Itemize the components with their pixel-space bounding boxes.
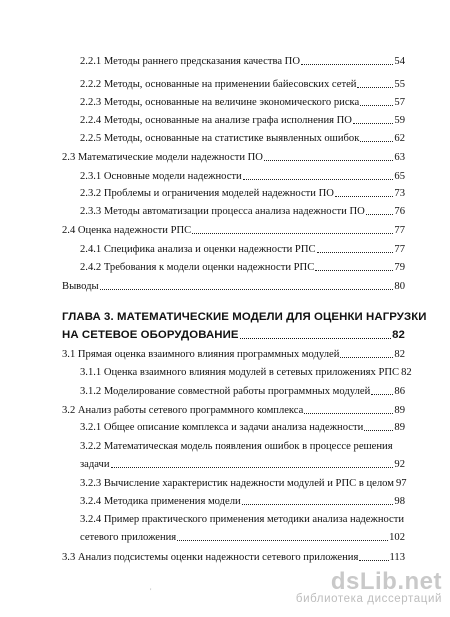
toc-page-number: 57 (394, 97, 405, 108)
toc-entry-3-2-3: 3.2.3 Вычисление характеристик надежности модулей и РПС в целом 97 (80, 478, 407, 489)
chapter-3-title-line1: ГЛАВА 3. МАТЕМАТИЧЕСКИЕ МОДЕЛИ ДЛЯ ОЦЕНКИ НАГРУЗКИ (62, 311, 427, 323)
toc-entry-2-2-3: 2.2.3 Методы, основанные на величине экономического риска 57 (80, 97, 405, 108)
toc-page-number: 89 (394, 405, 405, 416)
toc-page-number: 97 (395, 478, 407, 489)
toc-page-number: 62 (394, 133, 405, 144)
toc-entry-3-1: 3.1 Прямая оценка взаимного влияния программных модулей 82 (62, 349, 405, 360)
toc-page-number: 54 (394, 56, 405, 67)
toc-entry-3-2: 3.2 Анализ работы сетевого программного комплекса 89 (62, 405, 405, 416)
toc-page-number: 59 (394, 115, 405, 126)
toc-page-number: 79 (394, 262, 405, 273)
toc-entry-2-2-1: 2.2.1 Методы раннего предсказания качества ПО 54 (80, 56, 405, 67)
toc-entry-2-2-4: 2.2.4 Методы, основанные на анализе графа исполнения ПО 59 (80, 115, 405, 126)
toc-page-number: 89 (394, 422, 405, 433)
toc-page-number: 82 (401, 367, 412, 378)
toc-entry-conclusions: Выводы 80 (62, 281, 405, 292)
scan-mark: , (150, 585, 152, 591)
toc-entry-3-2-4: 3.2.4 Методика применения модели 98 (80, 496, 405, 507)
toc-entry-2-3-2: 2.3.2 Проблемы и ограничения моделей надежности ПО 73 (80, 188, 405, 199)
toc-entry-2-3: 2.3 Математические модели надежности ПО 63 (62, 152, 405, 163)
chapter-3-title-line2: НА СЕТЕВОЕ ОБОРУДОВАНИЕ 82 (62, 329, 405, 341)
toc-entry-2-4-1: 2.4.1 Специфика анализа и оценки надежности РПС 77 (80, 244, 405, 255)
toc-page-number: 82 (392, 329, 405, 341)
toc-entry-3-1-2: 3.1.2 Моделирование совместной работы программных модулей 86 (80, 386, 405, 397)
toc-entry-2-3-1: 2.3.1 Основные модели надежности 65 (80, 171, 405, 182)
toc-entry-3-2-4b-line1: 3.2.4 Пример практического применения методики анализа надежности (80, 514, 405, 525)
toc-page-number: 92 (394, 459, 405, 470)
watermark-subtitle: библиотека диссертаций (295, 593, 442, 605)
toc-page-number: 77 (394, 225, 405, 236)
toc-page-number: 82 (394, 349, 405, 360)
toc-page-number: 73 (394, 188, 405, 199)
watermark-logo: dsLib.net (330, 568, 442, 595)
toc-page-number: 98 (394, 496, 405, 507)
toc-page-number: 76 (394, 206, 405, 217)
watermark (296, 568, 442, 605)
toc-page-number: 63 (394, 152, 405, 163)
toc-entry-2-2-2: 2.2.2 Методы, основанные на применении байесовских сетей 55 (80, 79, 405, 90)
toc-page-number: 65 (394, 171, 405, 182)
toc-page-number: 86 (394, 386, 405, 397)
toc-page-number: 113 (389, 552, 405, 563)
toc-entry-2-4: 2.4 Оценка надежности РПС 77 (62, 225, 405, 236)
toc-entry-3-2-2-line1: 3.2.2 Математическая модель появления ошибок в процессе решения (80, 441, 393, 452)
toc-entry-3-3: 3.3 Анализ подсистемы оценки надежности сетевого приложения 113 (62, 552, 405, 563)
toc-entry-2-3-3: 2.3.3 Методы автоматизации процесса анализа надежности ПО 76 (80, 206, 405, 217)
toc-entry-2-2-5: 2.2.5 Методы, основанные на статистике выявленных ошибок 62 (80, 133, 405, 144)
toc-entry-3-2-1: 3.2.1 Общее описание комплекса и задачи анализа надежности 89 (80, 422, 405, 433)
toc-entry-3-2-4b-line2: сетевого приложения 102 (80, 532, 405, 543)
toc-page-number: 55 (394, 79, 405, 90)
toc-entry-3-2-2-line2: задачи 92 (80, 459, 405, 470)
toc-page-number: 77 (394, 244, 405, 255)
toc-entry-2-4-2: 2.4.2 Требования к модели оценки надежности РПС 79 (80, 262, 405, 273)
toc-entry-3-1-1: 3.1.1 Оценка взаимного влияния модулей в сетевых приложениях РПС 82 (80, 367, 412, 378)
toc-page-number: 102 (389, 532, 405, 543)
toc-page-number: 80 (394, 281, 405, 292)
